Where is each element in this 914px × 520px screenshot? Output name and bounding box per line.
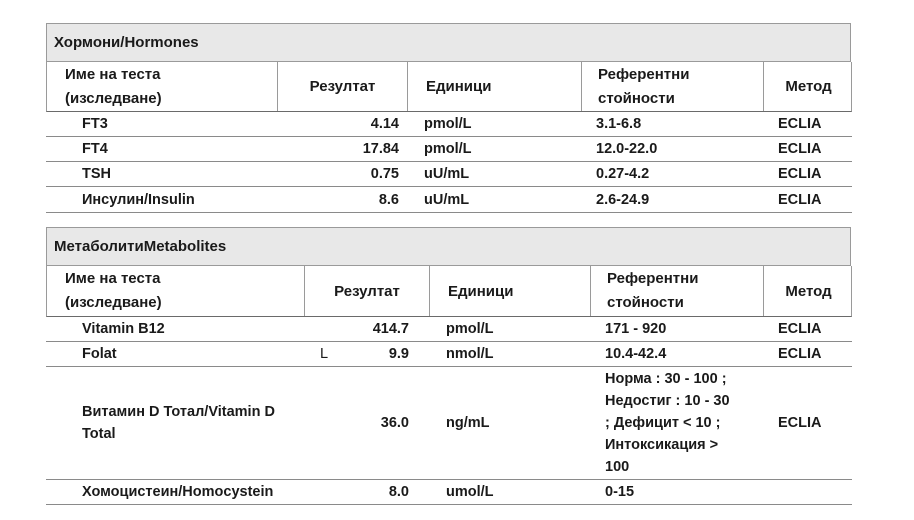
hormones-header-row [46, 62, 852, 112]
col-result-label: Резултат [309, 78, 376, 95]
result-flag: L [320, 346, 329, 362]
test-result: 8.0 [388, 484, 409, 500]
col-ref-line2: стойности [607, 294, 684, 311]
metabolites-col-ref [590, 266, 763, 316]
metabolites-col-name [47, 266, 304, 316]
col-name-line1: Име на теста [65, 65, 161, 83]
test-method: ECLIA [778, 346, 822, 362]
ref-line: Интоксикация > [605, 437, 719, 453]
test-units: uU/mL [424, 166, 470, 182]
col-name-line1: Име на теста [65, 270, 161, 287]
metabolites-header-row [46, 266, 852, 317]
metabolites-section-title: МетаболитиMetabolites [46, 227, 851, 266]
table-row [46, 317, 852, 342]
test-ref: 12.0-22.0 [596, 141, 658, 157]
test-name: Vitamin B12 [82, 321, 165, 337]
test-ref: 0-15 [605, 484, 635, 500]
test-result: 36.0 [380, 415, 409, 431]
test-units: pmol/L [446, 321, 494, 337]
hormones-col-result [277, 62, 407, 111]
col-name-line2: (изследване) [65, 89, 162, 107]
hormones-col-units [407, 62, 581, 111]
table-row [46, 342, 852, 367]
test-method: ECLIA [778, 166, 822, 182]
test-ref: 0.27-4.2 [596, 166, 650, 182]
test-name-line1: Витамин D Тотал/Vitamin D [82, 404, 275, 420]
col-result-label: Резултат [334, 282, 400, 300]
test-method: ECLIA [778, 415, 822, 431]
col-name-line2: (изследване) [65, 294, 162, 311]
col-method-label: Метод [785, 282, 832, 300]
test-ref: 3.1-6.8 [596, 116, 642, 132]
hormones-col-method [763, 62, 853, 111]
test-method: ECLIA [778, 191, 822, 208]
test-result: 9.9 [388, 346, 409, 362]
metabolites-col-method [763, 266, 853, 316]
test-ref: 10.4-42.4 [605, 346, 667, 362]
test-units: ng/mL [446, 415, 490, 431]
test-units: umol/L [446, 484, 494, 500]
test-method: ECLIA [778, 116, 822, 132]
test-ref: 171 - 920 [605, 321, 667, 337]
table-row [46, 162, 852, 187]
test-result: 17.84 [362, 141, 399, 157]
test-name: FT4 [82, 141, 108, 157]
col-units-label: Единици [448, 282, 514, 300]
col-ref-line1: Референтни [598, 65, 690, 83]
test-name: FT3 [82, 116, 108, 132]
ref-line: Норма : 30 - 100 ; [605, 371, 727, 387]
test-name: TSH [82, 166, 111, 182]
col-ref-line2: стойности [598, 89, 675, 107]
test-ref: 2.6-24.9 [596, 191, 650, 208]
test-result: 8.6 [378, 191, 399, 208]
test-result: 4.14 [370, 116, 399, 132]
table-row [46, 137, 852, 162]
test-units: pmol/L [424, 116, 472, 132]
table-row [46, 112, 852, 137]
test-name-line2: Total [82, 426, 116, 442]
metabolites-col-units [429, 266, 590, 316]
ref-line: 100 [605, 459, 630, 475]
test-result: 0.75 [370, 166, 399, 182]
test-result: 414.7 [372, 321, 409, 337]
test-units: uU/mL [424, 191, 470, 208]
test-method: ECLIA [778, 321, 822, 337]
hormones-col-ref [581, 62, 763, 111]
col-ref-line1: Референтни [607, 270, 699, 287]
test-units: pmol/L [424, 141, 472, 157]
hormones-col-name [47, 62, 277, 111]
col-units-label: Единици [426, 78, 492, 95]
test-name [82, 367, 312, 479]
test-name: Хомоцистеин/Homocystein [82, 484, 274, 500]
hormones-section-title: Хормони/Hormones [46, 23, 851, 62]
metabolites-col-result [304, 266, 429, 316]
col-method-label: Метод [785, 78, 832, 95]
table-row [46, 480, 852, 505]
test-ref [605, 367, 765, 479]
ref-line: Недостиг : 10 - 30 [605, 393, 730, 409]
table-row [46, 187, 852, 213]
test-method: ECLIA [778, 141, 822, 157]
test-name: Инсулин/Insulin [82, 191, 195, 208]
test-units: nmol/L [446, 346, 494, 362]
test-name: Folat [82, 346, 117, 362]
table-row [46, 367, 852, 480]
ref-line: ; Дефицит < 10 ; [605, 415, 721, 431]
